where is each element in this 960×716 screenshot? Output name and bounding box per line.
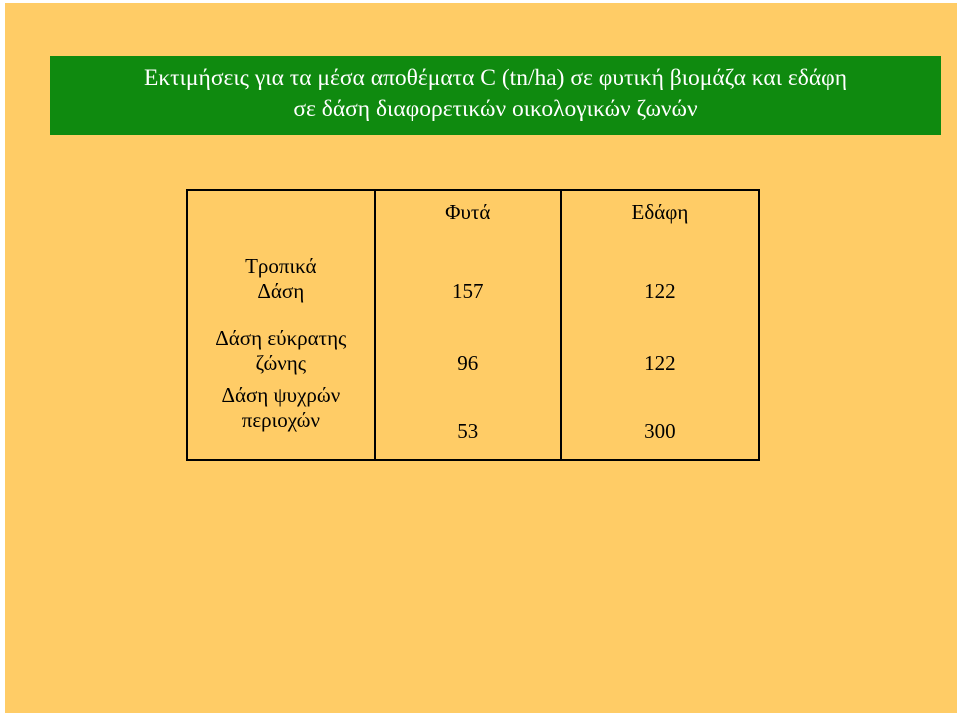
table-header-row [187,190,759,232]
row-label-tropical [187,232,375,304]
table-row [187,232,759,304]
row-label-line: Δάση ψυχρών [221,383,341,407]
header-empty-cell [187,190,375,232]
cell-soils-tropical: 122 [561,232,759,304]
row-label-line: περιοχών [241,408,320,432]
carbon-stocks-table [186,189,760,461]
cell-plants-boreal: 53 [375,376,561,460]
title-line-2: σε δάση διαφορετικών οικολογικών ζωνών [293,96,698,122]
row-label-line: ζώνης [255,351,307,375]
row-label-line: Δάση εύκρατης [215,326,347,350]
cell-plants-tropical: 157 [375,232,561,304]
header-soils: Εδάφη [561,190,759,232]
cell-plants-temperate: 96 [375,304,561,376]
cell-soils-boreal: 300 [561,376,759,460]
title-banner [50,56,941,135]
header-plants: Φυτά [375,190,561,232]
title-line-1: Εκτιμήσεις για τα μέσα αποθέματα C (tn/ha) σε φυτική βιομάζα και εδάφη [143,65,848,91]
table-row [187,376,759,460]
table-row [187,304,759,376]
row-label-line: Τροπικά [245,254,317,278]
row-label-boreal [187,376,375,460]
row-label-temperate [187,304,375,376]
cell-soils-temperate: 122 [561,304,759,376]
row-label-line: Δάση [257,279,305,303]
